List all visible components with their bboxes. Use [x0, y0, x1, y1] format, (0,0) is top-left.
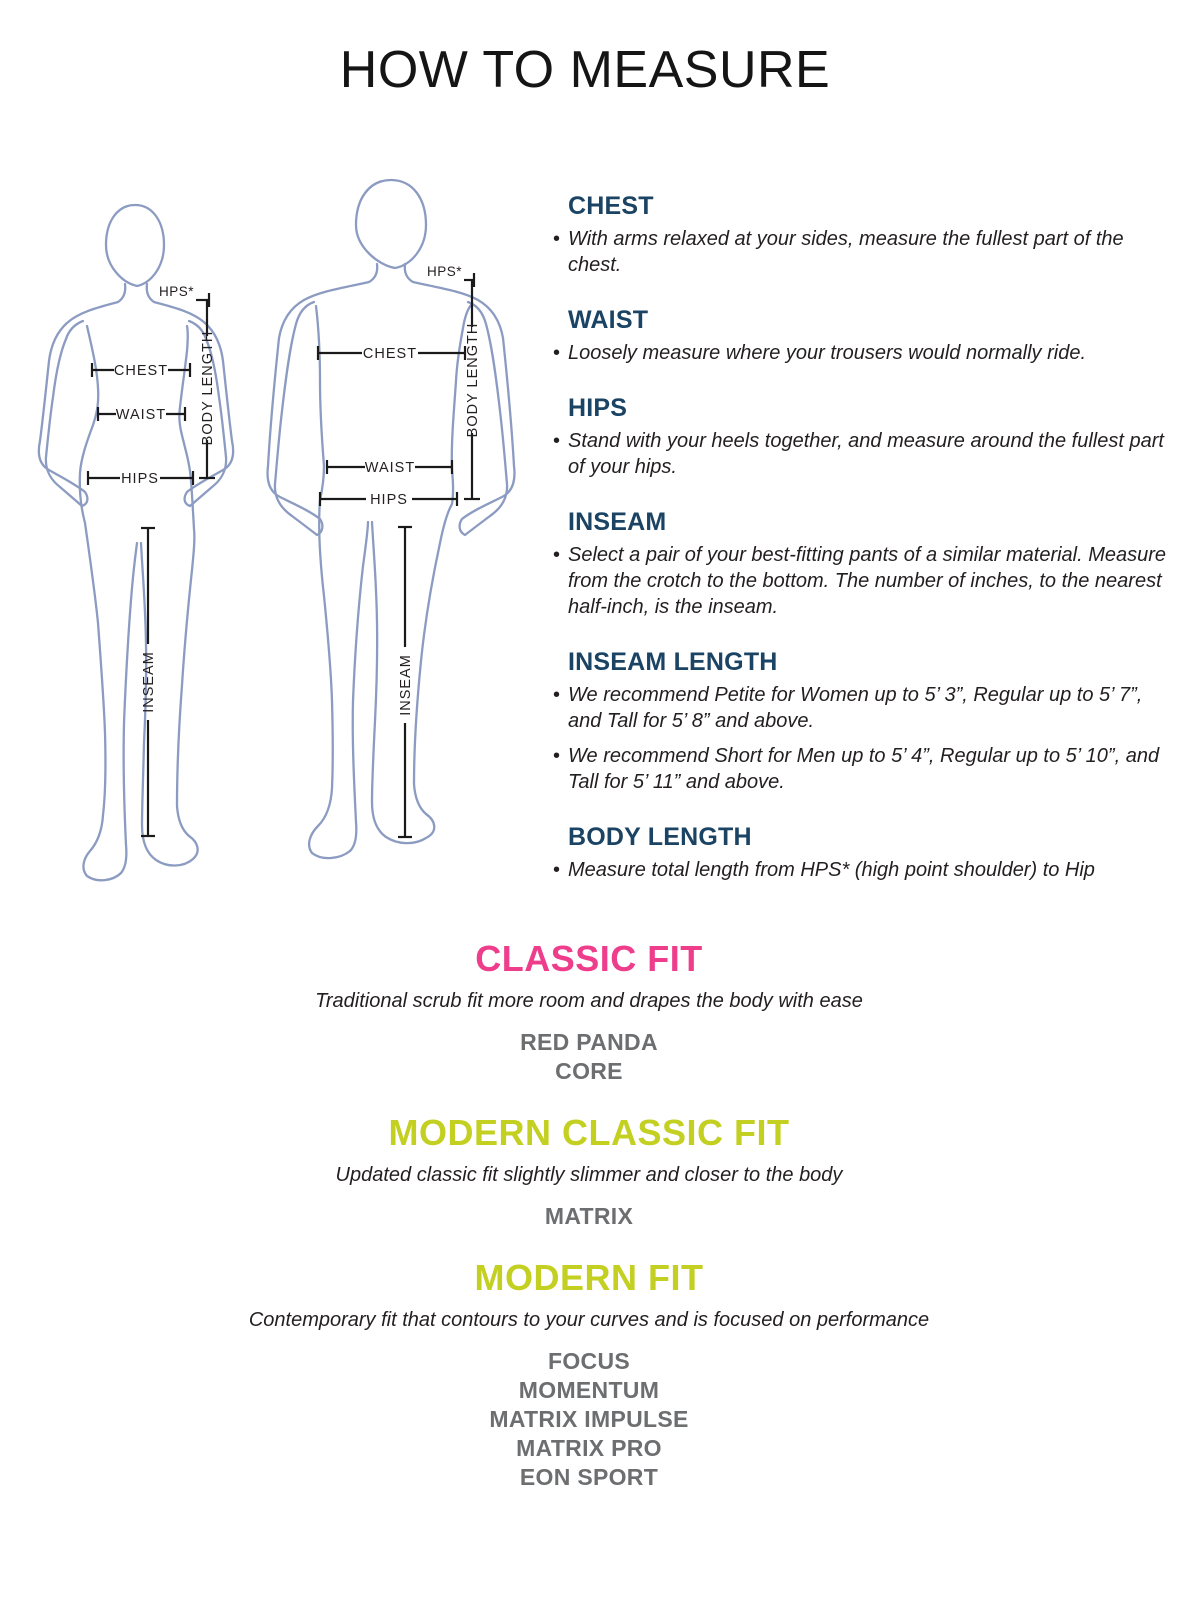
product-name: FOCUS	[548, 1348, 630, 1374]
section-hips	[552, 394, 1180, 480]
bullet-text: We recommend Short for Men up to 5’ 4”, Regular up to 5’ 10”, and Tall for 5’ 11” and above.	[568, 745, 1160, 793]
bullet-text: With arms relaxed at your sides, measure the fullest part of the chest.	[568, 228, 1124, 276]
bullet-icon	[553, 682, 560, 708]
section-bullet	[552, 428, 1180, 480]
section-heading: CHEST	[568, 192, 654, 220]
instructions-column	[552, 192, 1180, 911]
bullet-text: Select a pair of your best-fitting pants of a similar material. Measure from the crotch to the bottom. The number of inches, to the nearest half-inch, is the inseam.	[568, 544, 1167, 618]
section-bullet	[552, 226, 1180, 278]
section-heading: HIPS	[568, 394, 628, 422]
female-body-length-label: BODY LENGTH	[200, 330, 216, 446]
product-name: MATRIX IMPULSE	[489, 1406, 689, 1432]
product-name: EON SPORT	[519, 1464, 659, 1490]
product-name: CORE	[555, 1058, 623, 1084]
female-hps-label: HPS*	[158, 284, 194, 299]
section-bullet	[552, 743, 1180, 795]
page-title: HOW TO MEASURE	[339, 41, 831, 99]
section-bullet	[552, 542, 1180, 620]
bullet-icon	[553, 542, 560, 568]
fit-modern	[0, 1257, 1178, 1492]
male-inseam-label: INSEAM	[398, 654, 414, 716]
section-inseam-length	[552, 648, 1180, 795]
fit-name: MODERN CLASSIC FIT	[388, 1112, 790, 1153]
product-name: RED PANDA	[520, 1029, 658, 1055]
section-heading: INSEAM LENGTH	[568, 648, 778, 676]
bullet-text: Measure total length from HPS* (high point shoulder) to Hip	[568, 859, 1095, 881]
female-left-arm-outline	[39, 284, 125, 506]
product-name: MATRIX	[544, 1203, 634, 1229]
section-bullet	[552, 340, 1180, 366]
fit-name: CLASSIC FIT	[475, 938, 703, 979]
fit-modern-classic	[0, 1112, 1178, 1231]
male-torso-left-leg-outline	[309, 306, 368, 858]
section-heading: WAIST	[568, 306, 649, 334]
male-silhouette	[268, 180, 515, 858]
female-waist-label: WAIST	[115, 407, 167, 423]
male-body-length-label: BODY LENGTH	[465, 322, 481, 438]
bullet-text: Loosely measure where your trousers would normally ride.	[568, 342, 1087, 364]
section-waist	[552, 306, 1180, 366]
fit-products	[0, 1028, 1178, 1086]
fit-description: Updated classic fit slightly slimmer and closer to the body	[335, 1164, 843, 1186]
female-head-outline	[106, 205, 164, 286]
section-heading: INSEAM	[568, 508, 667, 536]
male-left-arm-outline	[268, 264, 378, 535]
female-measurement-labels	[114, 284, 216, 713]
section-body-length	[552, 823, 1180, 883]
product-name: MOMENTUM	[518, 1377, 660, 1403]
bullet-text: Stand with your heels together, and measure around the fullest part of your hips.	[568, 430, 1164, 478]
male-chest-label: CHEST	[362, 346, 418, 362]
section-bullet	[552, 682, 1180, 734]
section-inseam	[552, 508, 1180, 620]
male-right-arm-outline	[405, 264, 515, 535]
male-head-outline	[356, 180, 426, 268]
fit-classic	[0, 938, 1178, 1086]
section-heading: BODY LENGTH	[568, 823, 752, 851]
fit-products	[0, 1347, 1178, 1492]
fit-name: MODERN FIT	[474, 1257, 704, 1298]
female-chest-label: CHEST	[113, 363, 169, 379]
female-silhouette	[39, 205, 233, 880]
section-bullet	[552, 857, 1180, 883]
male-right-leg-torso-outline	[372, 304, 472, 843]
fit-guide	[0, 938, 1178, 1518]
male-waist-label: WAIST	[364, 460, 416, 476]
female-body-diagram	[35, 192, 240, 882]
product-name: MATRIX PRO	[516, 1435, 662, 1461]
fit-description: Traditional scrub fit more room and drapes the body with ease	[315, 990, 863, 1012]
bullet-icon	[553, 428, 560, 454]
fit-products	[0, 1202, 1178, 1231]
bullet-icon	[553, 226, 560, 252]
male-hps-label: HPS*	[426, 264, 462, 279]
female-inseam-label: INSEAM	[141, 651, 157, 713]
section-chest	[552, 192, 1180, 278]
female-hips-label: HIPS	[121, 471, 159, 487]
bullet-icon	[553, 340, 560, 366]
bullet-icon	[553, 857, 560, 883]
bullet-icon	[553, 743, 560, 769]
bullet-text: We recommend Petite for Women up to 5’ 3”, Regular up to 5’ 7”, and Tall for 5’ 8” and above.	[568, 684, 1143, 732]
fit-description: Contemporary fit that contours to your curves and is focused on performance	[248, 1309, 930, 1331]
male-body-diagram	[262, 165, 517, 885]
male-hips-label: HIPS	[370, 492, 408, 508]
